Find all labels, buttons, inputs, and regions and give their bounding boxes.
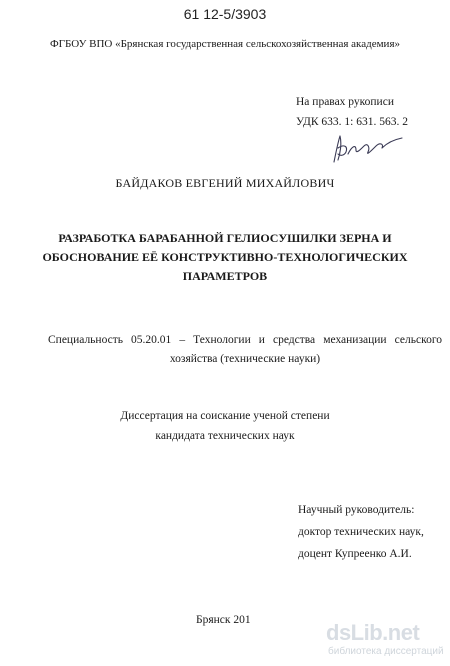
organization-name: ФГБОУ ВПО «Брянская государственная сельскохозяйственная академия» <box>49 38 400 50</box>
supervisor-line: доктор технических наук, <box>298 526 424 538</box>
author-name: БАЙДАКОВ ЕВГЕНИЙ МИХАЙЛОВИЧ <box>115 176 335 190</box>
city-year: Брянск 201 <box>196 614 251 626</box>
signature-icon <box>326 132 406 166</box>
manuscript-rights-note: На правах рукописи <box>296 96 394 108</box>
title-line: ПАРАМЕТРОВ <box>182 269 268 283</box>
specialty-line: хозяйства (технические науки) <box>169 353 321 365</box>
title-line: РАЗРАБОТКА БАРАБАННОЙ ГЕЛИОСУШИЛКИ ЗЕРНА И <box>58 231 392 245</box>
degree-line: кандидата технических наук <box>155 430 295 442</box>
supervisor-line: Научный руководитель: <box>298 504 415 516</box>
watermark <box>326 620 446 660</box>
supervisor-block <box>298 499 424 565</box>
watermark-caption: библиотека диссертаций <box>328 646 444 657</box>
udc-code: УДК 633. 1: 631. 563. 2 <box>296 116 408 128</box>
supervisor-line: доцент Купреенко А.И. <box>298 548 412 560</box>
dissertation-title <box>40 229 410 286</box>
archive-number: 61 12-5/3903 <box>183 6 267 22</box>
title-line: ОБОСНОВАНИЕ ЕЁ КОНСТРУКТИВНО-ТЕХНОЛОГИЧЕСКИХ <box>42 250 408 264</box>
degree-line: Диссертация на соискание ученой степени <box>120 410 330 422</box>
specialty-line: Специальность 05.20.01 – Технологии и средства механизации сельского <box>48 334 442 346</box>
degree-statement <box>0 406 450 446</box>
watermark-logo: dsLib.net <box>326 620 420 645</box>
specialty-block <box>48 331 442 369</box>
